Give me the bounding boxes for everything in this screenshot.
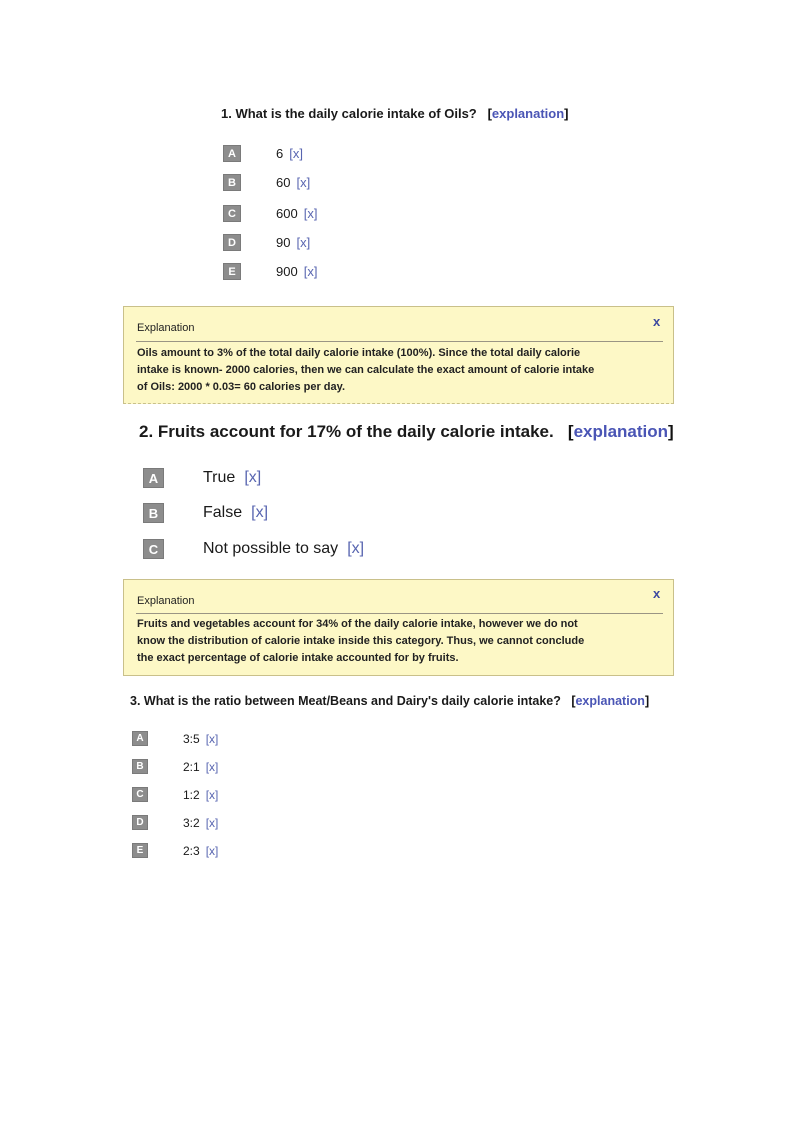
close-icon[interactable]: x bbox=[653, 314, 661, 329]
bracket-close: ] bbox=[644, 694, 650, 708]
option-remove-link[interactable]: [x] bbox=[296, 175, 311, 190]
explanation-divider bbox=[136, 613, 663, 614]
question-3-title-row bbox=[130, 694, 649, 708]
option-remove-link[interactable]: [x] bbox=[244, 469, 262, 486]
explanation-line: of Oils: 2000 * 0.03= 60 calories per day. bbox=[137, 381, 345, 393]
explanation-panel-2 bbox=[123, 579, 674, 676]
q2-option-a[interactable] bbox=[143, 468, 261, 488]
option-remove-link[interactable]: [x] bbox=[289, 146, 303, 161]
option-badge-c[interactable]: C bbox=[223, 205, 241, 222]
option-remove-link[interactable]: [x] bbox=[303, 206, 318, 221]
option-text[interactable]: 3:5 bbox=[183, 731, 200, 746]
option-text[interactable]: 900 bbox=[276, 264, 298, 279]
question-1-title-row bbox=[221, 106, 569, 121]
q3-option-d[interactable] bbox=[132, 815, 218, 830]
option-badge-d[interactable]: D bbox=[132, 815, 148, 830]
bracket-open: [ bbox=[567, 422, 574, 441]
option-text[interactable]: 2:1 bbox=[183, 759, 200, 774]
option-badge-a[interactable]: A bbox=[132, 731, 148, 746]
option-text[interactable]: 600 bbox=[276, 206, 298, 221]
option-remove-link[interactable]: [x] bbox=[251, 504, 269, 521]
bracket-close: ] bbox=[668, 422, 674, 441]
bracket-open: [ bbox=[571, 694, 576, 708]
q2-option-c[interactable] bbox=[143, 539, 364, 559]
explanation-panel-1 bbox=[123, 306, 674, 404]
option-badge-b[interactable]: B bbox=[223, 174, 241, 191]
q2-option-b[interactable] bbox=[143, 503, 268, 523]
option-badge-b[interactable]: B bbox=[143, 503, 164, 523]
q1-option-e[interactable] bbox=[223, 263, 317, 280]
option-badge-e[interactable]: E bbox=[223, 263, 241, 280]
explanation-divider bbox=[136, 341, 663, 342]
option-text[interactable]: 60 bbox=[276, 175, 291, 190]
bracket-open: [ bbox=[487, 106, 492, 121]
question-1-explanation-link[interactable]: explanation bbox=[491, 106, 565, 121]
option-remove-link[interactable]: [x] bbox=[205, 787, 219, 802]
explanation-panel-body bbox=[137, 345, 594, 396]
question-2-explanation-link[interactable]: explanation bbox=[573, 422, 669, 441]
explanation-line: Fruits and vegetables account for 34% of the daily calorie intake, however we do not bbox=[137, 618, 578, 630]
explanation-panel-body bbox=[137, 616, 584, 667]
option-badge-c[interactable]: C bbox=[143, 539, 164, 559]
q3-option-c[interactable] bbox=[132, 787, 218, 802]
option-badge-a[interactable]: A bbox=[143, 468, 164, 488]
option-remove-link[interactable]: [x] bbox=[347, 540, 365, 557]
question-3-explanation-link[interactable]: explanation bbox=[575, 694, 645, 708]
close-icon[interactable]: x bbox=[653, 586, 661, 601]
option-badge-b[interactable]: B bbox=[132, 759, 148, 774]
option-text[interactable]: False bbox=[203, 504, 243, 521]
option-remove-link[interactable]: [x] bbox=[296, 235, 311, 250]
option-badge-a[interactable]: A bbox=[223, 145, 241, 162]
question-2-title-row bbox=[139, 422, 674, 442]
explanation-panel-title: Explanation bbox=[137, 595, 195, 607]
option-text[interactable]: 6 bbox=[276, 146, 284, 161]
option-text[interactable]: Not possible to say bbox=[203, 540, 339, 557]
q3-option-b[interactable] bbox=[132, 759, 218, 774]
explanation-line: Oils amount to 3% of the total daily calorie intake (100%). Since the total daily calorie bbox=[137, 347, 581, 359]
q1-option-d[interactable] bbox=[223, 234, 310, 251]
option-remove-link[interactable]: [x] bbox=[205, 815, 219, 830]
question-1-title: 1. What is the daily calorie intake of Oils? bbox=[221, 106, 477, 121]
explanation-line: the exact percentage of calorie intake accounted for by fruits. bbox=[137, 652, 459, 664]
option-badge-e[interactable]: E bbox=[132, 843, 148, 858]
option-remove-link[interactable]: [x] bbox=[205, 731, 219, 746]
option-text[interactable]: 2:3 bbox=[183, 843, 200, 858]
option-badge-d[interactable]: D bbox=[223, 234, 241, 251]
option-text[interactable]: 1:2 bbox=[183, 787, 200, 802]
bracket-close: ] bbox=[564, 106, 569, 121]
explanation-line: know the distribution of calorie intake inside this category. Thus, we cannot conclude bbox=[137, 635, 585, 647]
q3-option-a[interactable] bbox=[132, 731, 218, 746]
option-text[interactable]: 90 bbox=[276, 235, 291, 250]
q1-option-a[interactable] bbox=[223, 145, 303, 162]
option-text[interactable]: True bbox=[203, 469, 236, 486]
question-3-title: 3. What is the ratio between Meat/Beans and Dairy's daily calorie intake? bbox=[130, 694, 561, 708]
explanation-line: intake is known- 2000 calories, then we can calculate the exact amount of calorie intake bbox=[137, 364, 595, 376]
option-badge-c[interactable]: C bbox=[132, 787, 148, 802]
q1-option-b[interactable] bbox=[223, 174, 310, 191]
option-text[interactable]: 3:2 bbox=[183, 815, 200, 830]
explanation-panel-title: Explanation bbox=[137, 322, 195, 334]
question-2-title: 2. Fruits account for 17% of the daily calorie intake. bbox=[139, 422, 554, 441]
option-remove-link[interactable]: [x] bbox=[303, 264, 318, 279]
option-remove-link[interactable]: [x] bbox=[205, 843, 219, 858]
q3-option-e[interactable] bbox=[132, 843, 218, 858]
q1-option-c[interactable] bbox=[223, 205, 317, 222]
option-remove-link[interactable]: [x] bbox=[205, 759, 219, 774]
